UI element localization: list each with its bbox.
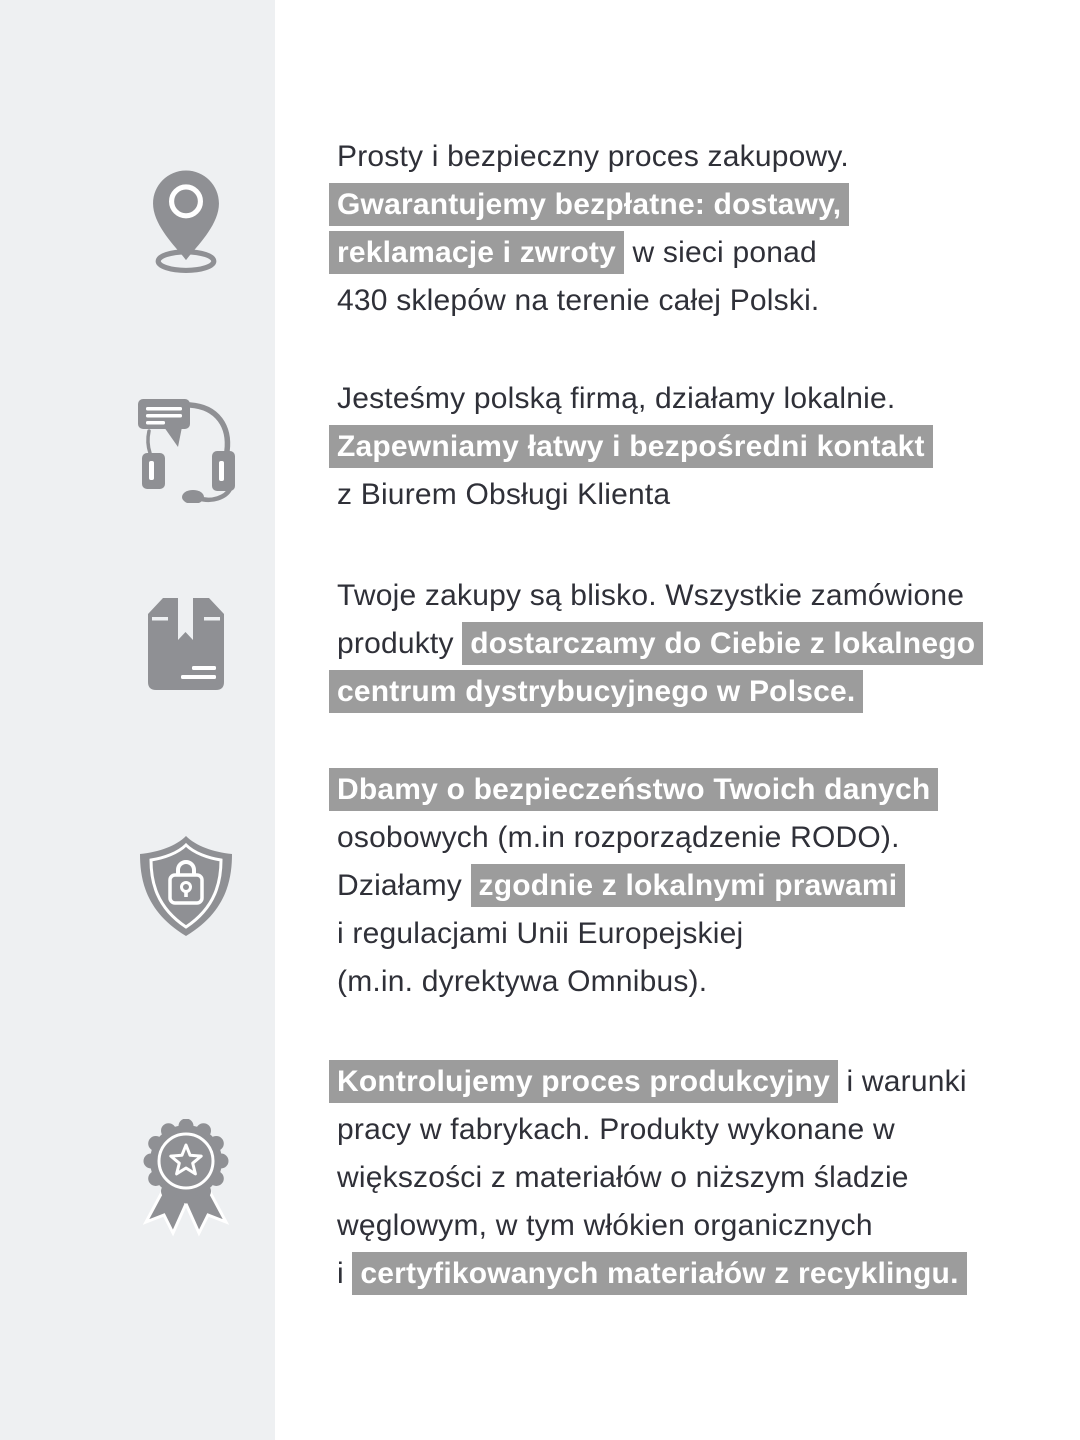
text-line (337, 181, 849, 229)
text-segment: produkty (337, 627, 463, 660)
text-segment: Jesteśmy polską firmą, działamy lokalnie. (337, 382, 896, 415)
text-segment: węglowym, w tym włókien organicznych (337, 1209, 873, 1242)
benefit-text (337, 766, 938, 1006)
text-line (337, 133, 849, 181)
text-line (337, 910, 938, 958)
highlight-segment: zgodnie z lokalnymi prawami (471, 864, 906, 907)
text-segment: (m.in. dyrektywa Omnibus). (337, 965, 708, 998)
text-segment: i warunki (837, 1065, 967, 1098)
text-line (337, 229, 849, 277)
benefit-section-production (0, 1058, 1080, 1298)
text-line (337, 1154, 967, 1202)
text-line (337, 277, 849, 325)
benefit-text (337, 133, 849, 325)
text-segment: i (337, 1257, 353, 1290)
package-icon (148, 598, 224, 690)
highlight-segment: Dbamy o bezpieczeństwo Twoich danych (329, 768, 938, 811)
benefit-text (337, 572, 983, 716)
text-segment: Twoje zakupy są blisko. Wszystkie zamówione (337, 579, 965, 612)
benefit-section-delivery (0, 133, 1080, 325)
text-line (337, 958, 938, 1006)
text-line (337, 766, 938, 814)
highlight-segment: Zapewniamy łatwy i bezpośredni kontakt (329, 425, 933, 468)
location-pin-icon (153, 171, 219, 274)
text-segment: i regulacjami Unii Europejskiej (337, 917, 744, 950)
text-line (337, 375, 933, 423)
text-line (337, 668, 983, 716)
text-line (337, 1058, 967, 1106)
text-line (337, 423, 933, 471)
text-segment: w sieci ponad (623, 236, 817, 269)
text-line (337, 620, 983, 668)
headset-chat-icon (136, 391, 236, 503)
highlight-segment: Kontrolujemy proces produkcyjny (329, 1060, 838, 1103)
highlight-segment: dostarczamy do Ciebie z lokalnego (462, 622, 983, 665)
text-line (337, 1106, 967, 1154)
text-line (337, 471, 933, 519)
text-segment: z Biurem Obsługi Klienta (337, 478, 671, 511)
highlight-segment: reklamacje i zwroty (329, 231, 624, 274)
text-line (337, 1250, 967, 1298)
text-segment: Prosty i bezpieczny proces zakupowy. (337, 140, 849, 173)
benefit-section-contact (0, 375, 1080, 519)
benefit-section-privacy (0, 766, 1080, 1006)
benefit-section-logistics (0, 572, 1080, 716)
benefit-text (337, 1058, 967, 1298)
text-segment: pracy w fabrykach. Produkty wykonane w (337, 1113, 895, 1146)
text-line (337, 1202, 967, 1250)
award-badge-icon (134, 1119, 238, 1237)
highlight-segment: Gwarantujemy bezpłatne: dostawy, (329, 183, 849, 226)
text-segment: osobowych (m.in rozporządzenie RODO). (337, 821, 900, 854)
highlight-segment: centrum dystrybucyjnego w Polsce. (329, 670, 863, 713)
highlight-segment: certyfikowanych materiałów z recyklingu. (352, 1252, 966, 1295)
text-segment: większości z materiałów o niższym śladzie (337, 1161, 909, 1194)
text-segment: 430 sklepów na terenie całej Polski. (337, 284, 820, 317)
text-segment: Działamy (337, 869, 471, 902)
benefit-text (337, 375, 933, 519)
shield-lock-icon (138, 835, 234, 937)
text-line (337, 862, 938, 910)
text-line (337, 572, 983, 620)
text-line (337, 814, 938, 862)
